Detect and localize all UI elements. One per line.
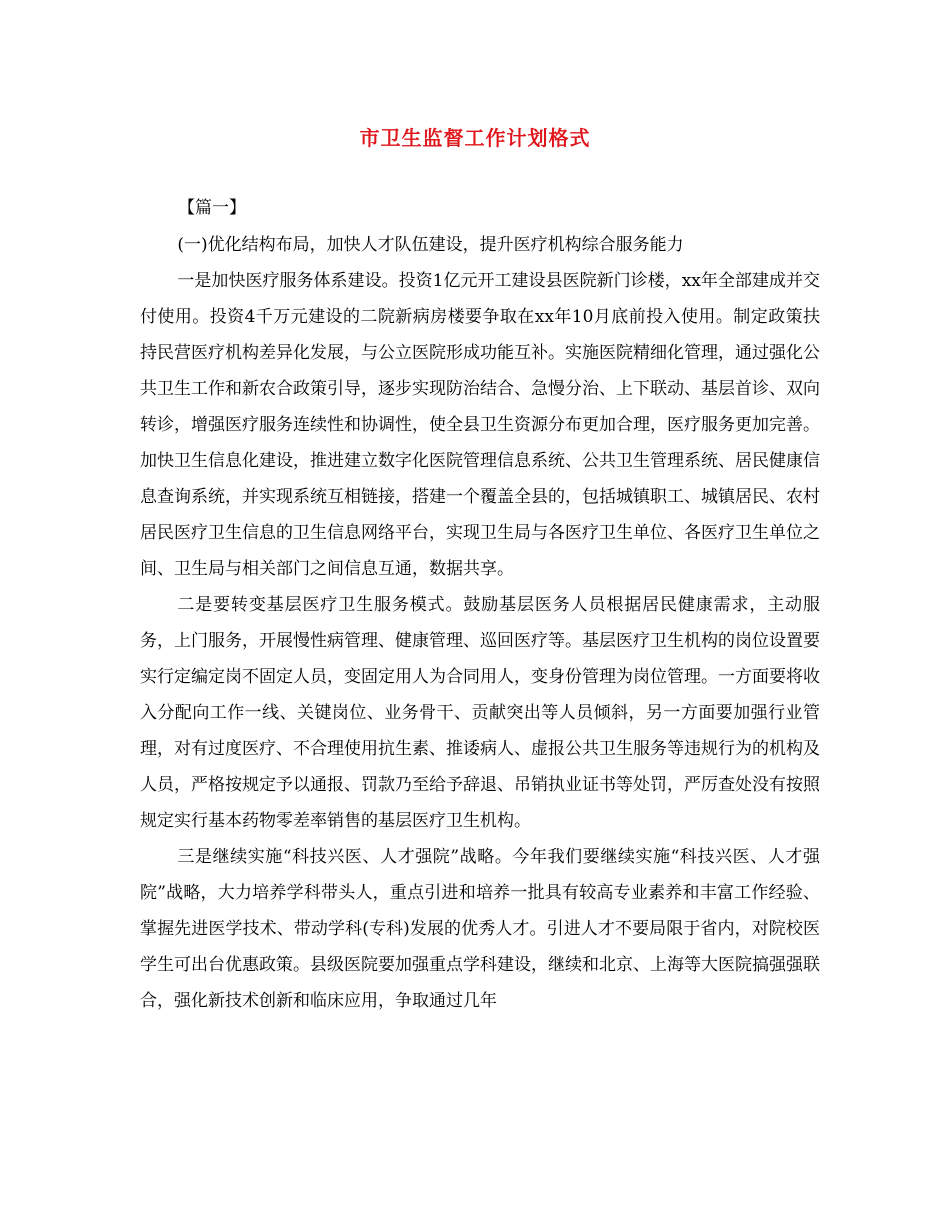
document-title: 市卫生监督工作计划格式 — [359, 126, 591, 150]
paragraph: 一是加快医疗服务体系建设。投资1亿元开工建设县医院新门诊楼，xx年全部建成并交付使用。投资4千万元建设的二院新病房楼要争取在xx年10月底前投入使用。制定政策扶持民营医疗机构差异化发展，与公立医院形成功能互补。实施医院精细化管理，通过强化公共卫生工作和新农合政策引导，逐步实现防治结合、急慢分治、上下联动、基层首诊、双向转诊，增强医疗服务连续性和协调性，使全县卫生资源分布更加合理，医疗服务更加完善。加快卫生信息化建设，推进建立数字化医院管理信息系统、公共卫生管理系统、居民健康信息查询系统，并实现系统互相链接，搭建一个覆盖全县的，包括城镇职工、城镇居民、农村居民医疗卫生信息的卫生信息网络平台，实现卫生局与各医疗卫生单位、各医疗卫生单位之间、卫生局与相关部门之间信息互通，数据共享。 — [140, 271, 820, 579]
section-label: 【篇一】 — [178, 198, 246, 218]
document-body — [140, 227, 820, 1019]
paragraph: 二是要转变基层医疗卫生服务模式。鼓励基层医务人员根据居民健康需求，主动服务，上门服务，开展慢性病管理、健康管理、巡回医疗等。基层医疗卫生机构的岗位设置要实行定编定岗不固定人员，变固定用人为合同用人，变身份管理为岗位管理。一方面要将收入分配向工作一线、关键岗位、业务骨干、贡献突出等人员倾斜，另一方面要加强行业管理，对有过度医疗、不合理使用抗生素、推诿病人、虚报公共卫生服务等违规行为的机构及人员，严格按规定予以通报、罚款乃至给予辞退、吊销执业证书等处罚，严厉查处没有按照规定实行基本药物零差率销售的基层医疗卫生机构。 — [140, 595, 820, 831]
paragraph: 三是继续实施“科技兴医、人才强院”战略。今年我们要继续实施“科技兴医、人才强院”战略，大力培养学科带头人，重点引进和培养一批具有较高专业素养和丰富工作经验、掌握先进医学技术、带动学科(专科)发展的优秀人才。引进人才不要局限于省内，对院校医学生可出台优惠政策。县级医院要加强重点学科建设，继续和北京、上海等大医院搞强强联合，强化新技术创新和临床应用，争取通过几年 — [140, 847, 820, 1011]
paragraph-heading: (一)优化结构布局，加快人才队伍建设，提升医疗机构综合服务能力 — [177, 235, 684, 255]
